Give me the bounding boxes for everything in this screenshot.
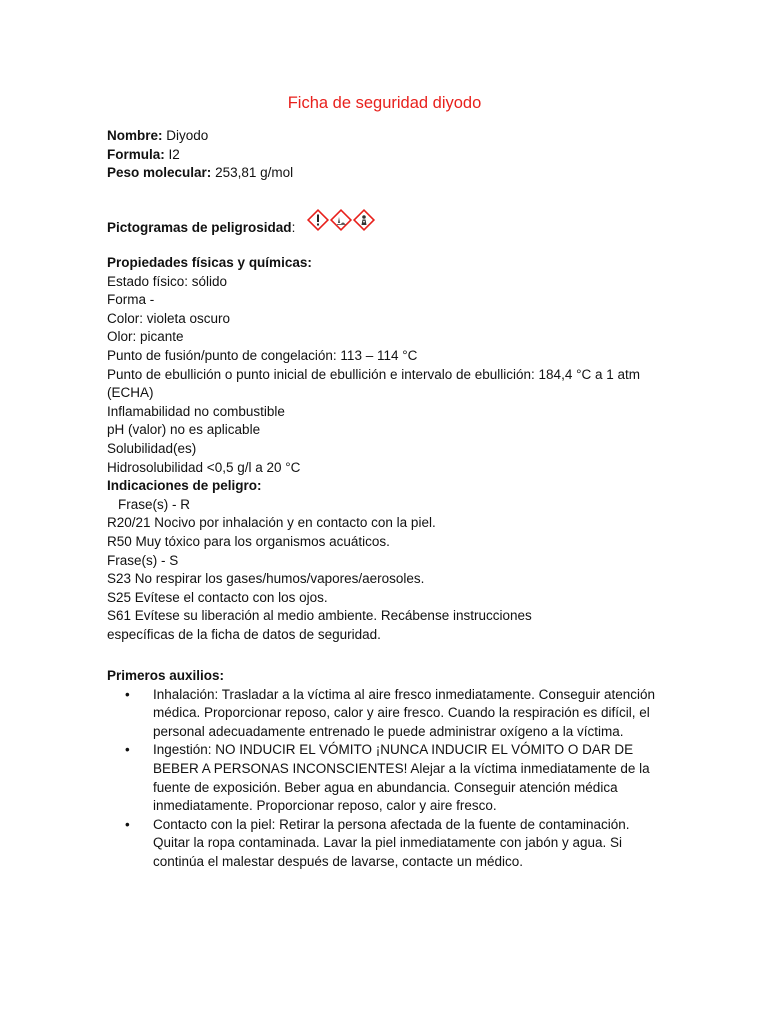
list-item: [107, 686, 663, 742]
list-item: [107, 816, 663, 872]
bullet-icon: •: [125, 686, 130, 702]
property-line: Punto de ebullición o punto inicial de ebullición e intervalo de ebullición: 184,4 °C a 1 atm: [107, 366, 640, 382]
formula-line: [107, 146, 707, 165]
molecular-weight-value: 253,81 g/mol: [215, 165, 294, 181]
first-aid-skin-contact: Contacto con la piel: Retirar la persona afectada de la fuente de contaminación. Quitar la ropa contaminada. Lavar la piel inmediatamente con jabón y agua. Si continúa el malestar después de lavarse, contacte un médico.: [153, 816, 630, 869]
identity-section: [107, 127, 707, 183]
molecular-weight-label: Peso molecular:: [107, 165, 212, 181]
list-item: [107, 741, 663, 815]
property-line: Hidrosolubilidad <0,5 g/l a 20 °C: [107, 459, 301, 475]
s-phrases-label: Frase(s) - S: [107, 552, 179, 568]
exclamation-hazard-icon: [306, 208, 330, 232]
bullet-icon: •: [125, 816, 130, 832]
property-line: Forma -: [107, 292, 155, 308]
property-line: pH (valor) no es aplicable: [107, 422, 261, 438]
environment-hazard-icon: [329, 208, 353, 232]
health-hazard-icon: [352, 208, 376, 232]
property-line: Estado físico: sólido: [107, 273, 228, 289]
property-line: Inflamabilidad no combustible: [107, 403, 285, 419]
name-label: Nombre:: [107, 128, 163, 143]
property-line: Solubilidad(es): [107, 440, 197, 456]
s-phrase: específicas de la ficha de datos de seguridad.: [107, 626, 381, 642]
property-line: Punto de fusión/punto de congelación: 113 – 114 °C: [107, 347, 418, 363]
s-phrase: S25 Evítese el contacto con los ojos.: [107, 589, 328, 605]
property-line: Olor: picante: [107, 329, 184, 345]
s-phrase: S23 No respirar los gases/humos/vapores/aerosoles.: [107, 571, 425, 587]
formula-value: I2: [168, 146, 180, 162]
first-aid-ingestion: Ingestión: NO INDUCIR EL VÓMITO ¡NUNCA INDUCIR EL VÓMITO O DAR DE BEBER A PERSONAS INCONSCIENTES! Alejar a la víctima inmediatamente de la fuente de exposición. Beber agua en abundancia. Conseguir atención médica inmediatamente. Proporcionar reposo, calor y aire fresco.: [153, 742, 650, 814]
s-phrase: S61 Evítese su liberación al medio ambiente. Recábense instrucciones: [107, 608, 532, 624]
first-aid-heading: Primeros auxilios:: [107, 668, 225, 683]
properties-section: [107, 254, 707, 644]
name-line: [107, 127, 707, 146]
first-aid-list: [107, 686, 707, 872]
molecular-weight-line: [107, 164, 707, 183]
first-aid-section: [107, 667, 707, 872]
pictograms-label: Pictogramas de peligrosidad:: [107, 220, 296, 235]
properties-heading: Propiedades físicas y químicas:: [107, 255, 312, 270]
bullet-icon: •: [125, 742, 130, 758]
property-line: Color: violeta oscuro: [107, 310, 231, 326]
hazards-heading: Indicaciones de peligro:: [107, 478, 262, 494]
r-phrase: R20/21 Nocivo por inhalación y en contacto con la piel.: [107, 515, 436, 531]
first-aid-inhalation: Inhalación: Trasladar a la víctima al aire fresco inmediatamente. Conseguir atención médica. Proporcionar reposo, calor y aire fresco. Cuando la respiración es difícil, el personal adecuadamente entrenado le puede administrar oxígeno a la víctima.: [153, 686, 656, 739]
property-line: (ECHA): [107, 385, 154, 401]
r-phrases-label: Frase(s) - R: [118, 496, 190, 512]
r-phrase: R50 Muy tóxico para los organismos acuáticos.: [107, 533, 390, 549]
name-value: Diyodo: [166, 128, 209, 143]
pictograms-group: [306, 208, 376, 234]
page-title: Ficha de seguridad diyodo: [287, 94, 482, 112]
formula-label: Formula:: [107, 146, 165, 162]
